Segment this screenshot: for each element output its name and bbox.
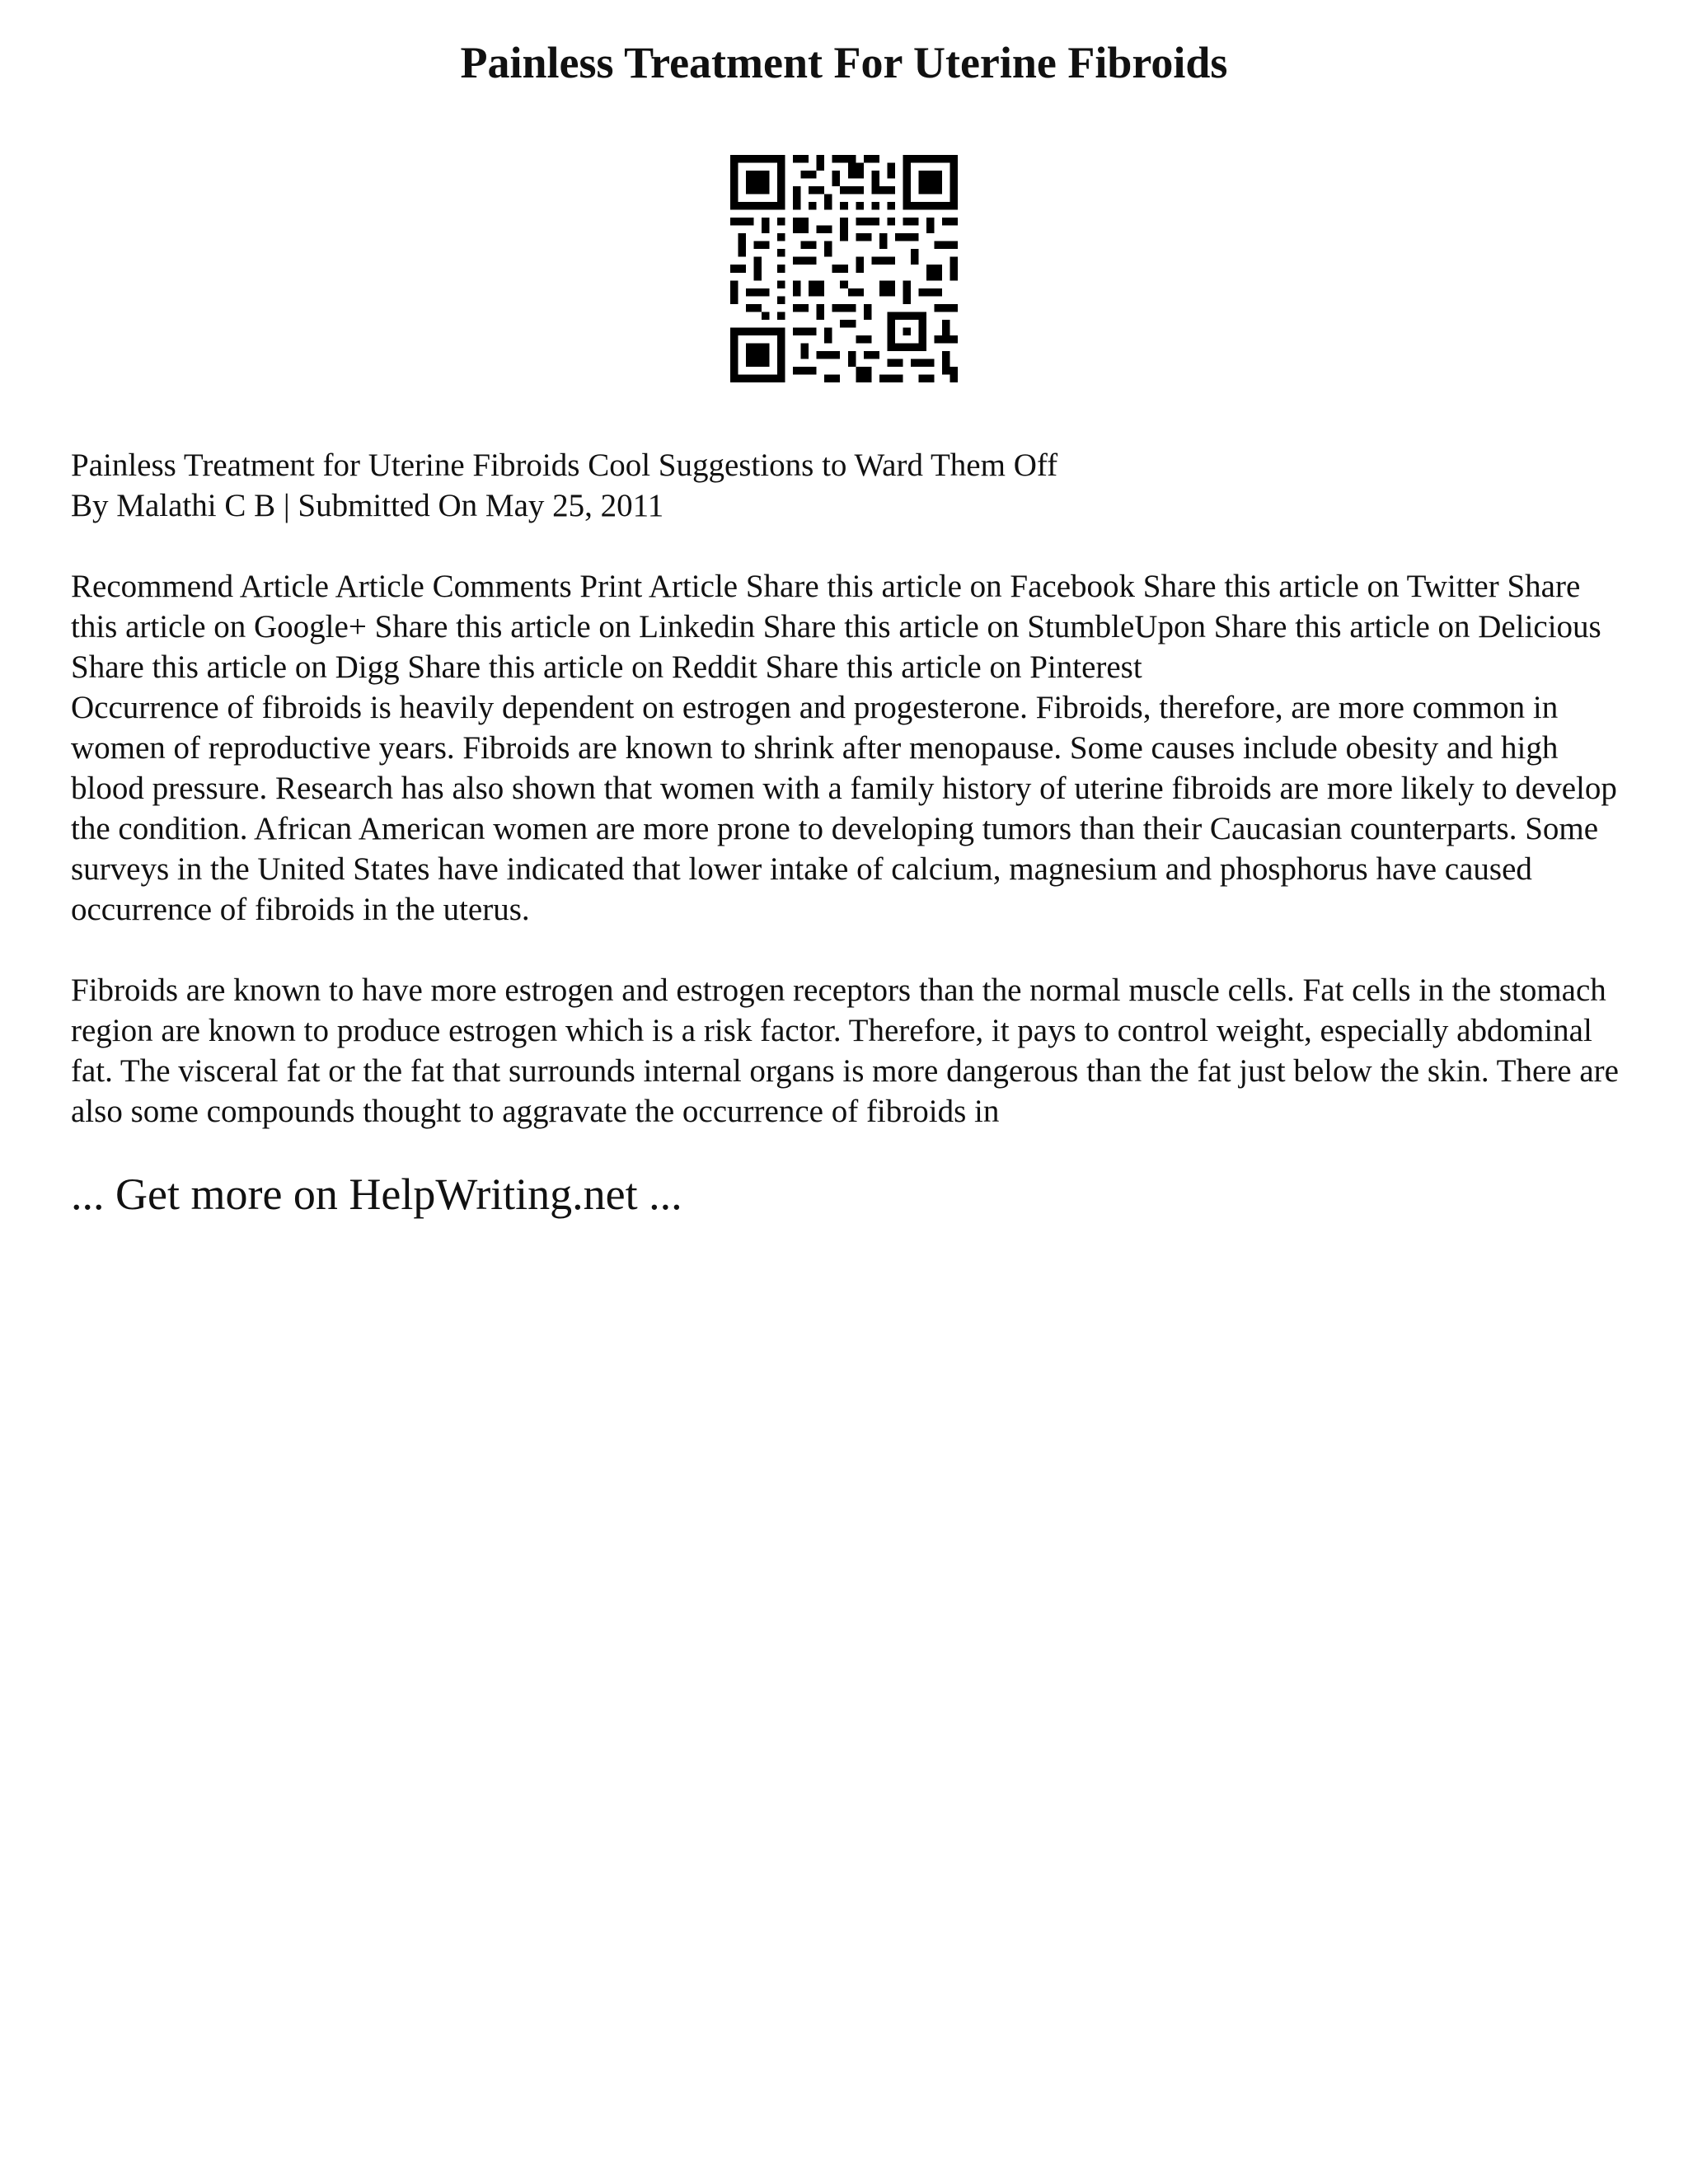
article-body [71, 445, 1620, 1132]
page-title: Painless Treatment For Uterine Fibroids [460, 38, 1228, 87]
article-paragraph-1: Occurrence of fibroids is heavily dependent on estrogen and progesterone. Fibroids, therefore, are more common in women of reproductive years. Fibroids are known to shrink after menopause. Some causes include obesity and high blood pressure. Research has also shown that women with a family history of uterine fibroids are more likely to develop the condition. African American women are more prone to developing tumors than their Caucasian counterparts. Some surveys in the United States have indicated that lower intake of calcium, magnesium and phosphorus have caused occurrence of fibroids in the uterus. [71, 690, 1617, 927]
article-headline: Painless Treatment for Uterine Fibroids Cool Suggestions to Ward Them Off [71, 448, 1058, 483]
article-byline: By Malathi C B | Submitted On May 25, 2011 [71, 488, 664, 523]
get-more-link[interactable]: ... Get more on HelpWriting.net ... [71, 1169, 682, 1219]
qr-code-icon [730, 155, 958, 382]
share-links-text: Recommend Article Article Comments Print Article Share this article on Facebook Share this article on Twitter Share this article on Google+ Share this article on Linkedin Share this article on StumbleUpon Share this article on Delicious Share this article on Digg Share this article on Reddit Share this article on Pinterest [71, 569, 1601, 685]
article-paragraph-2: Fibroids are known to have more estrogen and estrogen receptors than the normal muscle cells. Fat cells in the stomach region are known to produce estrogen which is a risk factor. Therefore, it pays to control weight, especially abdominal fat. The visceral fat or the fat that surrounds internal organs is more dangerous than the fat just below the skin. There are also some compounds thought to aggravate the occurrence of fibroids in [71, 972, 1619, 1129]
